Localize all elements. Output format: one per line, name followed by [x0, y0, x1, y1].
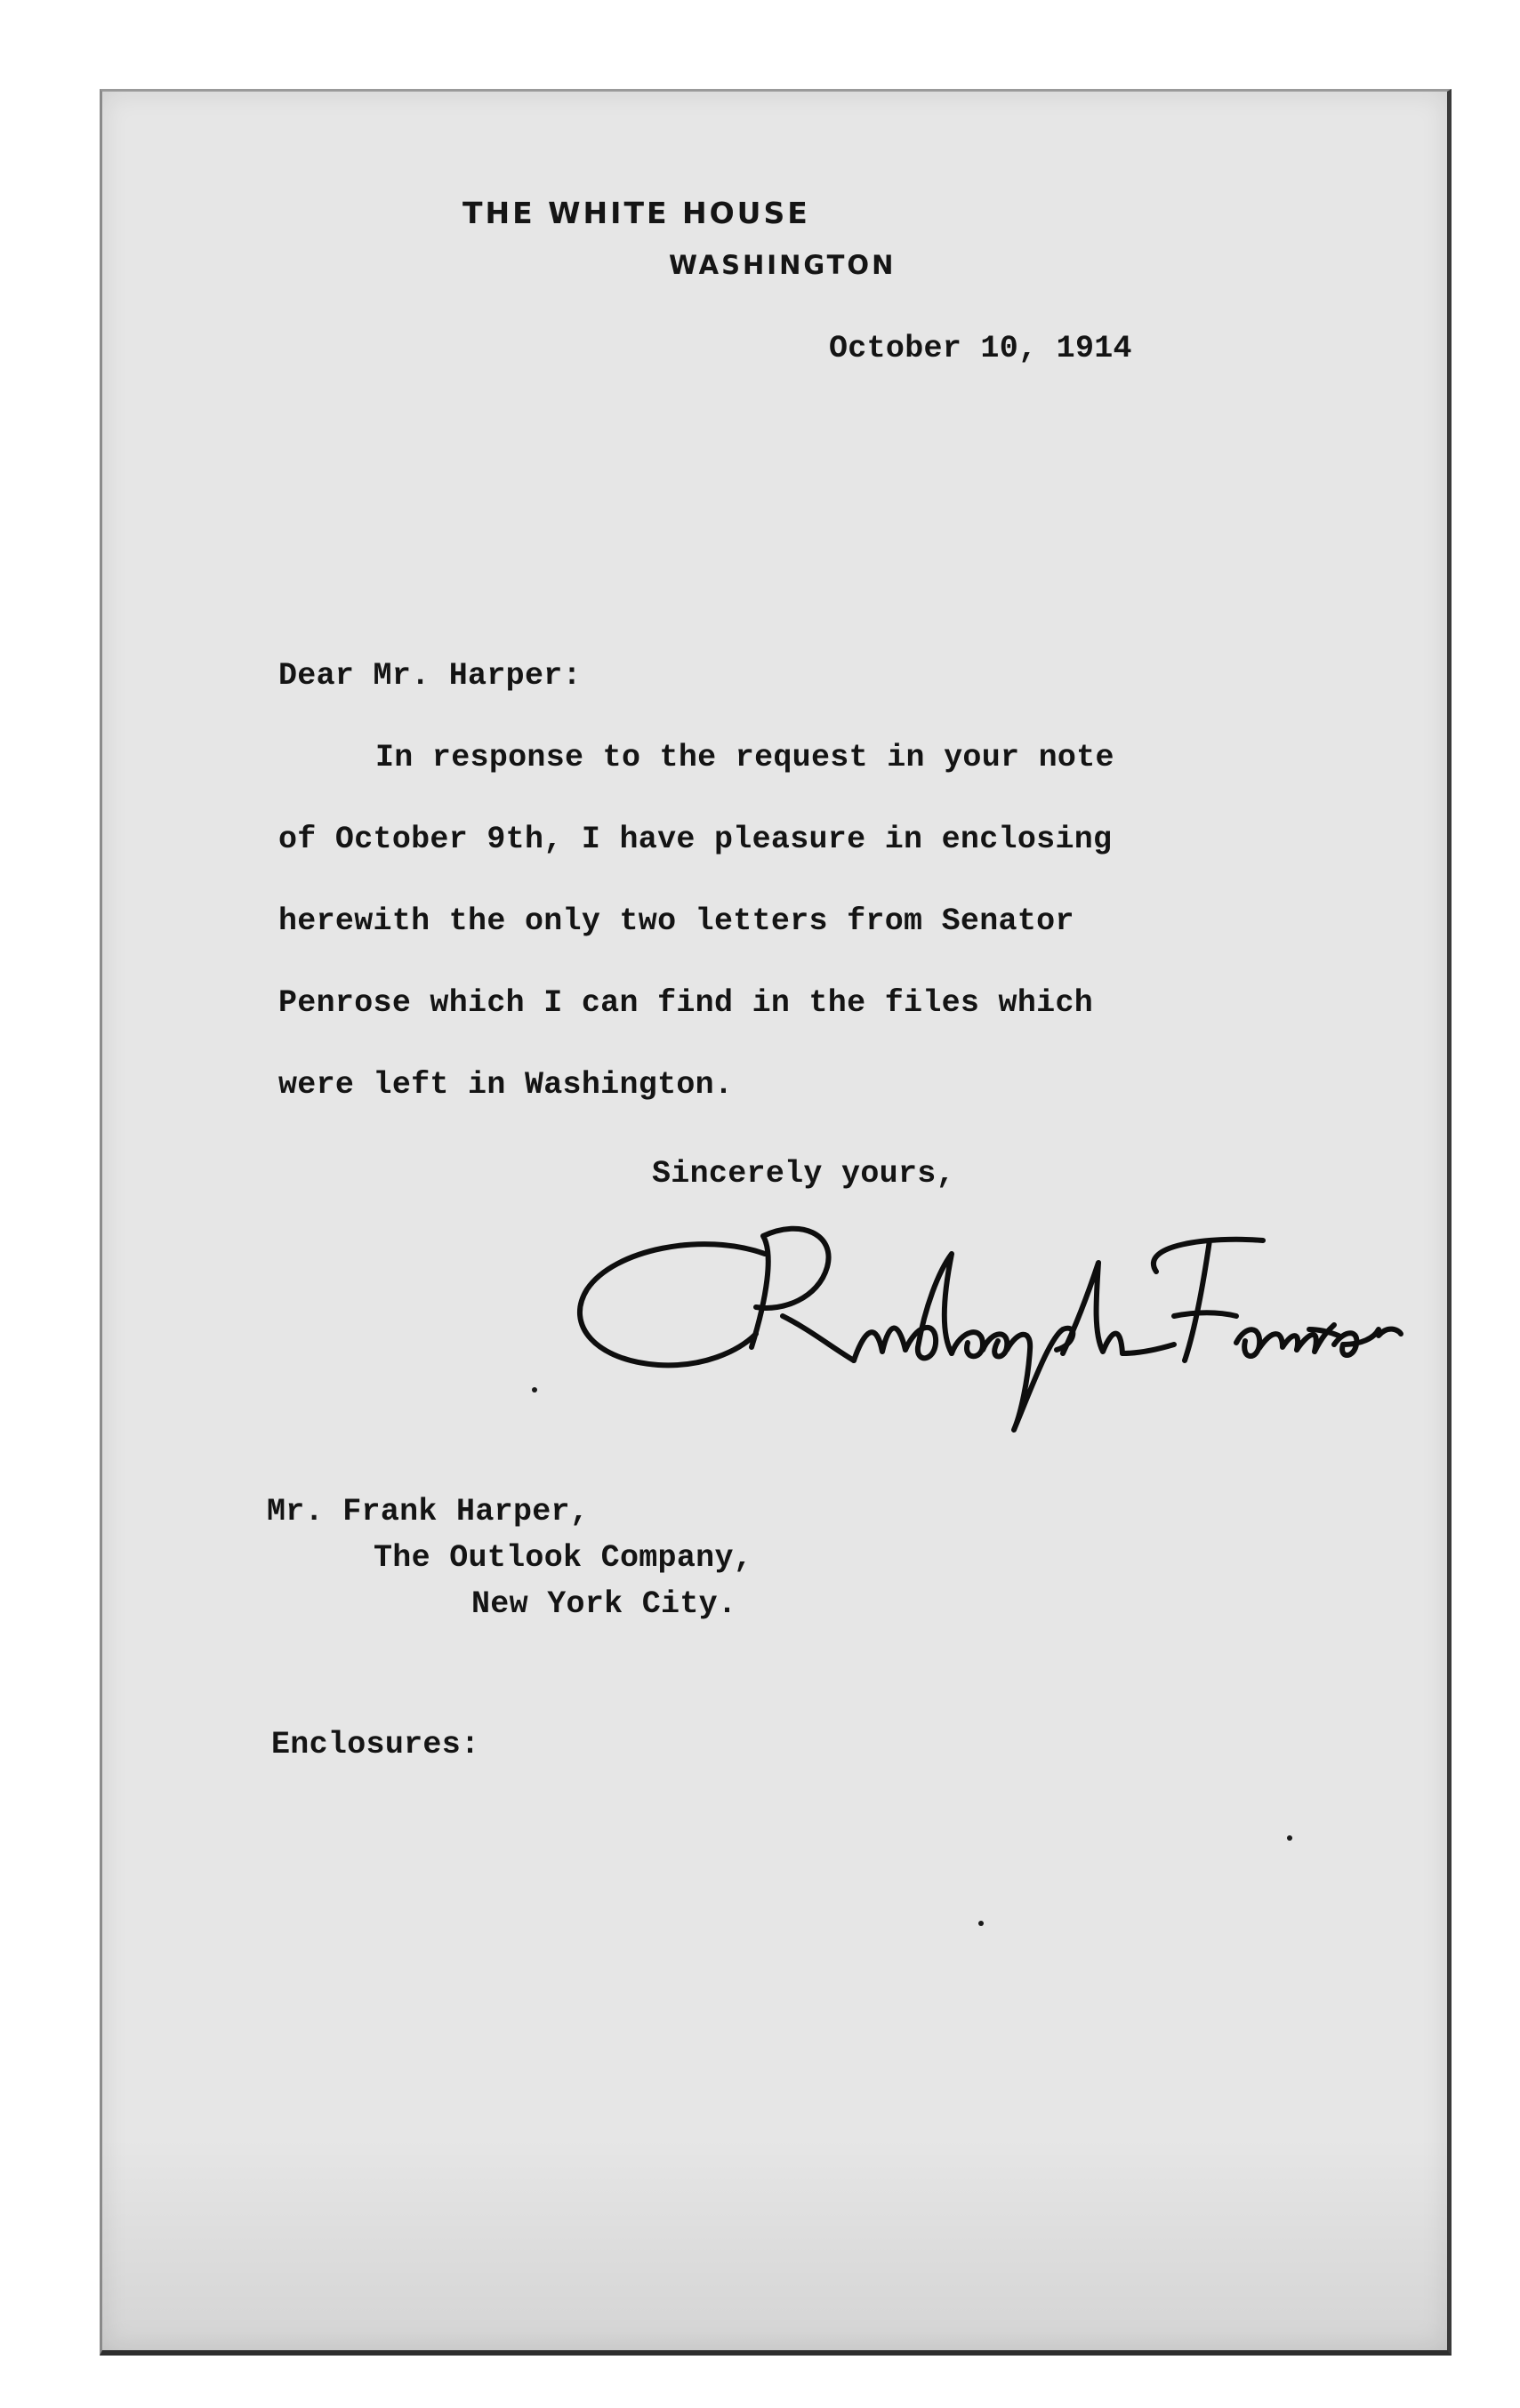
paper-speck: [1287, 1835, 1292, 1841]
paper-shadow: [102, 2137, 1447, 2350]
enclosures-label: Enclosures:: [271, 1727, 480, 1762]
addressee-city: New York City.: [471, 1586, 737, 1622]
closing: Sincerely yours,: [652, 1156, 955, 1192]
paper-speck: [978, 1921, 984, 1926]
salutation: Dear Mr. Harper:: [278, 658, 582, 694]
body-line-4: Penrose which I can find in the files which: [278, 985, 1094, 1021]
body-line-3: herewith the only two letters from Senator: [278, 903, 1074, 939]
letterhead-title: THE WHITE HOUSE: [462, 196, 810, 230]
body-line-2: of October 9th, I have pleasure in enclosing: [278, 822, 1113, 857]
addressee-company: The Outlook Company,: [374, 1540, 753, 1576]
paper-speck: [532, 1387, 537, 1393]
signature: [534, 1147, 1405, 1441]
body-line-5: were left in Washington.: [278, 1067, 734, 1103]
body-line-1: In response to the request in your note: [375, 740, 1114, 775]
addressee-name: Mr. Frank Harper,: [267, 1494, 590, 1529]
letter-date: October 10, 1914: [829, 331, 1132, 366]
letterhead-city: WASHINGTON: [669, 250, 897, 280]
